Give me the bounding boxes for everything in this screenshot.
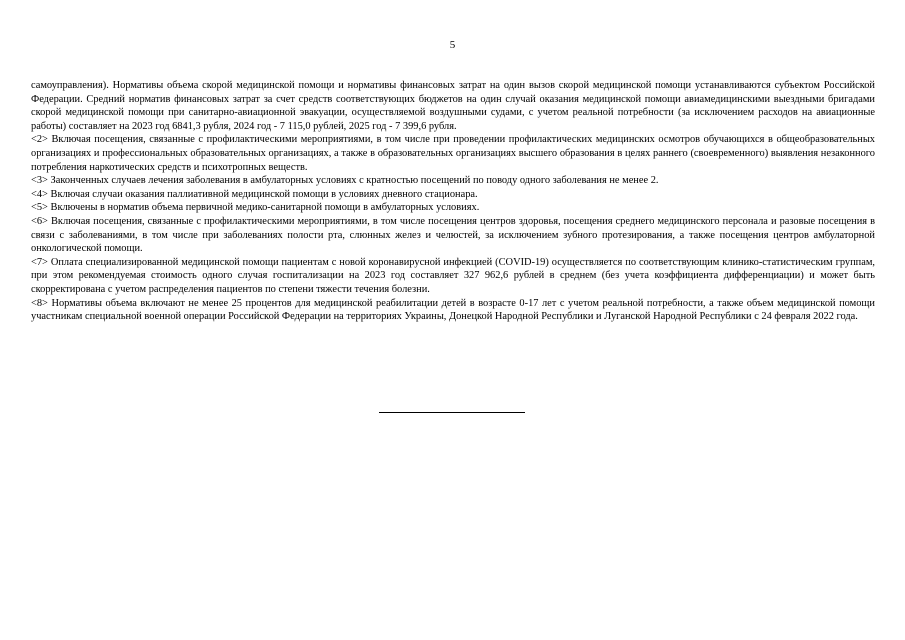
footnote-4: <4> Включая случаи оказания паллиативной медицинской помощи в условиях дневного стационара. (31, 188, 478, 200)
footnote-2: <2> Включая посещения, связанные с профилактическими мероприятиями, в том числе при проведении профилактических медицинских осмотров обучающихся в общеобразовательных организациях и профессиональных образовательных организациях, а также в образовательных организациях высшего образования в целях раннего (своевременного) выявления незаконного потребления наркотических средств и психотропных веществ. (31, 134, 875, 173)
footnote-6: <6> Включая посещения, связанные с профилактическими мероприятиями, в том числе посещения центров здоровья, посещения среднего медицинского персонала и разовые посещения в связи с заболеваниями, в том числе при заболеваниях полости рта, слюнных желез и челюстей, за исключением зубного протезирования, а также посещения центров амбулаторной онкологической помощи. (31, 215, 875, 255)
footnote-8: <8> Нормативы объема включают не менее 25 процентов для медицинской реабилитации детей в возрасте 0-17 лет с учетом реальной потребности, а также объем медицинской помощи участникам специальной военной операции Российской Федерации на территориях Украины, Донецкой Народной Республики и Луганской Народной Республики с 24 февраля 2022 года. (31, 297, 875, 323)
paragraph-continuation: самоуправления). Нормативы объема скорой медицинской помощи и нормативы финансовых затрат на один вызов скорой медицинской помощи устанавливаются субъектом Российской Федерации. Средний норматив финансовых затрат за счет средств соответствующих бюджетов на один случай оказания медицинской помощи авиамедицинскими выездными бригадами скорой медицинской помощи при санитарно-авиационной эвакуации, осуществляемой воздушными судами, с учетом реальной потребности (за исключением расходов на авиационные работы) составляет на 2023 год 6841,3 рубля, 2024 год - 7 115,0 рублей, 2025 год - 7 399,6 рубля. (31, 80, 875, 132)
page-number: 5 (449, 39, 456, 51)
footnote-7: <7> Оплата специализированной медицинской помощи пациентам с новой коронавирусной инфекцией (COVID-19) осуществляется по соответствующим клинико-статистическим группам, при этом рекомендуемая стоимость одного случая госпитализации на 2023 год составляет 327 962,6 рублей в среднем (без учета коэффициента дифференциации) и может быть скорректирована с учетом распределения пациентов по степени тяжести течения болезни. (31, 256, 875, 295)
document-body (31, 79, 875, 324)
footnote-3: <3> Законченных случаев лечения заболевания в амбулаторных условиях с кратностью посещений по поводу одного заболевания не менее 2. (31, 175, 659, 187)
footnote-5: <5> Включены в норматив объема первичной медико-санитарной помощи в амбулаторных условиях. (31, 202, 480, 214)
end-divider-line (379, 412, 525, 413)
